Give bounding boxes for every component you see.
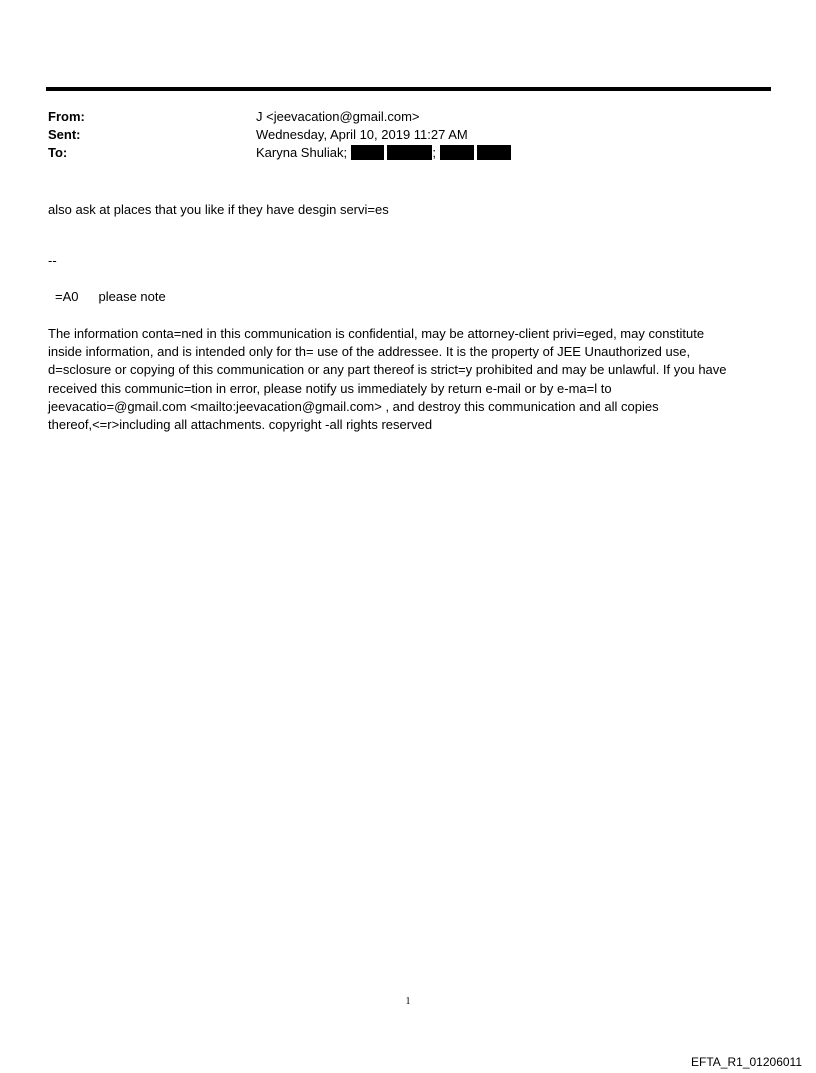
sent-row bbox=[48, 126, 748, 143]
disclaimer-line: thereof,<=r>including all attachments. copyright -all rights reserved bbox=[48, 417, 433, 433]
disclaimer-line: received this communic=tion in error, please notify us immediately by return e-mail or by e-ma=l to bbox=[48, 380, 612, 396]
from-value: J <jeevacation@gmail.com> bbox=[256, 109, 420, 124]
disclaimer-line: The information conta=ned in this communication is confidential, may be attorney-client privi=eged, may constitute bbox=[48, 326, 705, 341]
from-label: From: bbox=[48, 109, 85, 124]
note-text: please note bbox=[98, 289, 166, 304]
disclaimer-line: d=sclosure or copying of this communication or any part thereof is strict=y prohibited and may be unlawful. If you have bbox=[48, 362, 727, 378]
to-row bbox=[48, 144, 748, 161]
to-value bbox=[256, 144, 511, 161]
note-line bbox=[48, 288, 166, 305]
header-rule bbox=[46, 87, 771, 91]
signature-separator: -- bbox=[48, 253, 57, 268]
disclaimer-line: jeevacatio=@gmail.com <mailto:jeevacation@gmail.com> , and destroy this communication and all copies bbox=[48, 398, 659, 414]
to-separator: ; bbox=[432, 145, 436, 160]
redaction-block bbox=[387, 145, 432, 160]
note-prefix: =A0 bbox=[55, 289, 79, 304]
sent-value: Wednesday, April 10, 2019 11:27 AM bbox=[256, 127, 468, 142]
sent-label: Sent: bbox=[48, 127, 81, 142]
disclaimer-line: inside information, and is intended only for th= use of the addressee. It is the property of JEE Unauthorized use, bbox=[48, 344, 691, 360]
confidentiality-disclaimer bbox=[48, 325, 766, 434]
bates-number: EFTA_R1_01206011 bbox=[691, 1055, 802, 1069]
from-row bbox=[48, 108, 748, 125]
redaction-block bbox=[351, 145, 384, 160]
redaction-block bbox=[440, 145, 474, 160]
message-body: also ask at places that you like if they have desgin servi=es bbox=[48, 202, 389, 217]
page-number: 1 bbox=[405, 996, 411, 1007]
to-recipient-name: Karyna Shuliak; bbox=[256, 145, 348, 160]
to-label: To: bbox=[48, 145, 68, 160]
redaction-block bbox=[477, 145, 511, 160]
